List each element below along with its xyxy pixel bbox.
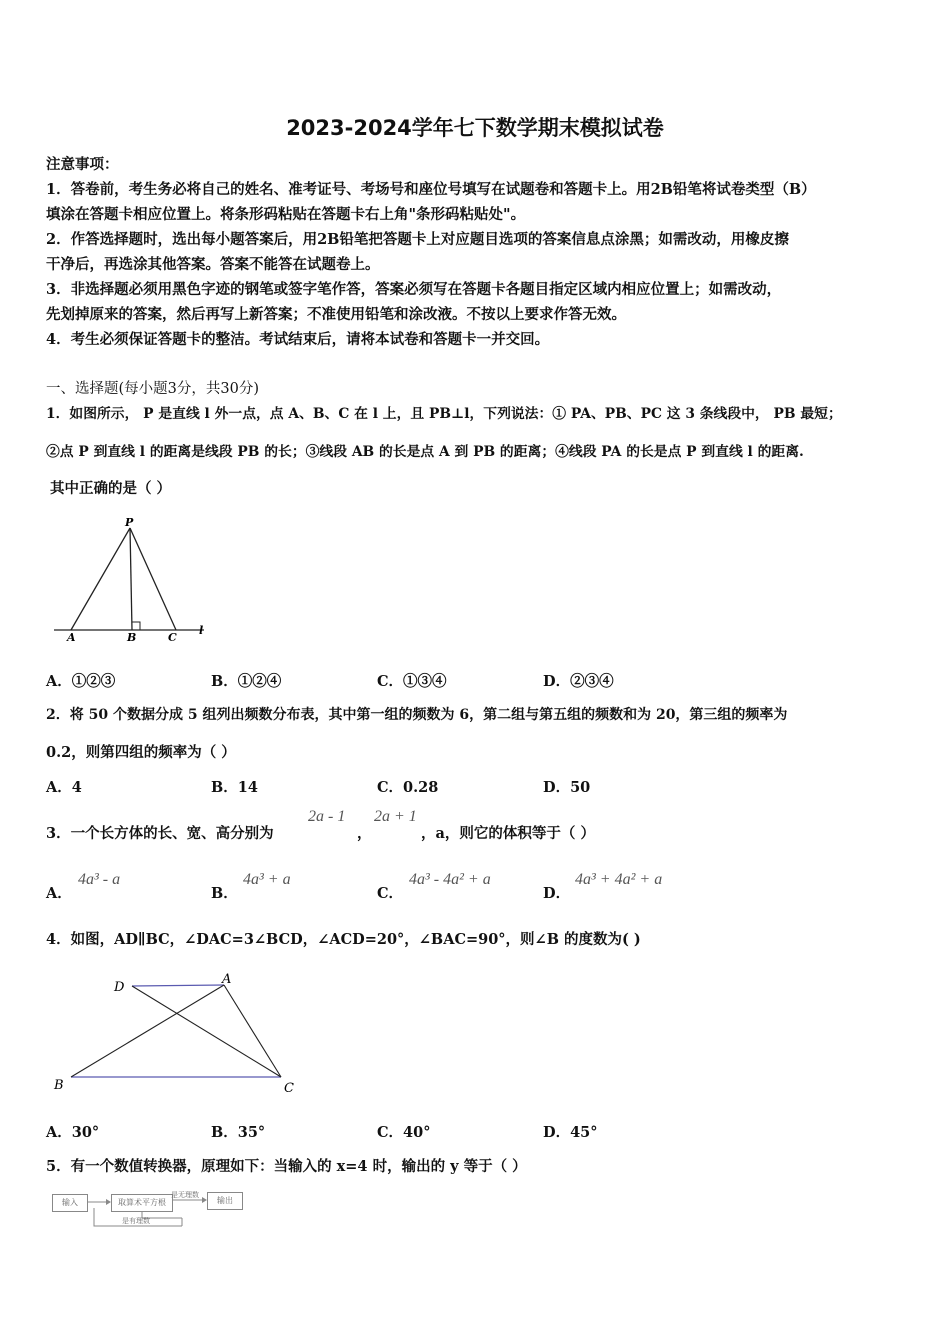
notice-heading: 注意事项： (46, 156, 119, 173)
q1-figure (44, 510, 224, 645)
notice-line: 先划掉原来的答案，然后再写上新答案；不准使用铅笔和涂改液。不按以上要求作答无效。 (46, 306, 626, 323)
notice-line: 干净后，再选涂其他答案。答案不能答在试题卷上。 (46, 256, 380, 273)
segment-pc (130, 528, 176, 630)
label-d: D (114, 980, 125, 995)
right-angle-mark (132, 622, 140, 630)
flow-process-box: 取算术平方根 (111, 1194, 173, 1212)
q3-expr-length: 2a - 1 (308, 808, 346, 825)
segment-dc (132, 986, 281, 1077)
q2-option-b[interactable]: B．14 (211, 779, 258, 796)
q3-option-a-label[interactable]: A． (46, 885, 72, 902)
section-heading: 一、选择题(每小题3分，共30分) (46, 381, 259, 397)
q3-option-c-math: 4a³ - 4a² + a (409, 871, 491, 888)
q2-line1: 2．将 50 个数据分成 5 组列出频数分布表，其中第一组的频数为 6，第二组与第五组的频数和为 20，第三组的频率为 (46, 707, 788, 723)
flow-irrational-label: 是无理数 (171, 1191, 199, 1199)
label-b: B (54, 1078, 64, 1093)
q1-option-b[interactable]: B．①②④ (211, 673, 282, 690)
label-c: C (168, 631, 177, 644)
q1-line3: 其中正确的是（ ） (50, 480, 172, 497)
q3-prefix: 3．一个长方体的长、宽、高分别为 (46, 825, 274, 842)
segment-ac (224, 985, 281, 1077)
label-l: l (199, 624, 204, 637)
q3-option-b-label[interactable]: B． (211, 885, 238, 902)
q2-option-d[interactable]: D．50 (543, 779, 591, 796)
label-a: A (222, 972, 232, 987)
label-p: P (125, 516, 134, 529)
notice-line: 填涂在答题卡相应位置上。将条形码粘贴在答题卡右上角"条形码粘贴处"。 (46, 206, 526, 223)
q1-line2: ②点 P 到直线 l 的距离是线段 PB 的长；③线段 AB 的长是点 A 到 PB 的距离；④线段 PA 的长是点 P 到直线 l 的距离. (46, 444, 804, 460)
q3-separator: ， (357, 825, 372, 842)
q1-option-a[interactable]: A．①②③ (46, 673, 116, 690)
flow-rational-label: 是有理数 (122, 1217, 150, 1225)
q2-line2: 0.2，则第四组的频率为（ ） (46, 744, 236, 761)
q3-option-d-label[interactable]: D． (543, 885, 571, 902)
q2-option-a[interactable]: A．4 (46, 779, 82, 796)
segment-ad (132, 985, 224, 986)
q4-figure (44, 965, 314, 1100)
q3-option-d-math: 4a³ + 4a² + a (575, 871, 663, 888)
q3-suffix: ，a，则它的体积等于（ ） (421, 825, 595, 842)
q4-option-c[interactable]: C．40° (377, 1124, 431, 1141)
notice-line: 2．作答选择题时，选出每小题答案后，用2B铅笔把答题卡上对应题目选项的答案信息点涂黑；如需改动，用橡皮擦 (46, 231, 789, 248)
notice-line: 3．非选择题必须用黑色字迹的钢笔或签字笔作答，答案必须写在答题卡各题目指定区域内相应位置上；如需改动， (46, 281, 782, 298)
segment-ab (71, 985, 224, 1077)
q5-flowchart (44, 1186, 254, 1236)
flow-output-box: 输出 (207, 1192, 243, 1210)
flow-input-box: 输入 (52, 1194, 88, 1212)
q4-text: 4．如图，AD∥BC，∠DAC=3∠BCD，∠ACD=20°，∠BAC=90°，则∠B 的度数为( ) (46, 931, 641, 948)
q3-expr-width: 2a + 1 (374, 808, 417, 825)
label-b: B (127, 631, 137, 644)
q3-option-b-math: 4a³ + a (243, 871, 291, 888)
notice-line: 4．考生必须保证答题卡的整洁。考试结束后，请将本试卷和答题卡一并交回。 (46, 331, 550, 348)
q2-option-c[interactable]: C．0.28 (377, 779, 439, 796)
q4-option-a[interactable]: A．30° (46, 1124, 100, 1141)
segment-pb (130, 528, 132, 630)
q3-option-c-label[interactable]: C． (377, 885, 404, 902)
q4-option-b[interactable]: B．35° (211, 1124, 266, 1141)
q1-option-c[interactable]: C．①③④ (377, 673, 447, 690)
segment-pa (71, 528, 130, 630)
q5-text: 5．有一个数值转换器，原理如下：当输入的 x=4 时，输出的 y 等于（ ） (46, 1158, 527, 1175)
q4-option-d[interactable]: D．45° (543, 1124, 598, 1141)
q1-line1: 1．如图所示， P 是直线 l 外一点，点 A、B、C 在 l 上，且 PB⊥l，下列说法：① PA、PB、PC 这 3 条线段中， PB 最短； (46, 406, 842, 422)
label-c: C (284, 1081, 294, 1096)
q1-option-d[interactable]: D．②③④ (543, 673, 614, 690)
label-a: A (67, 631, 76, 644)
q3-option-a-math: 4a³ - a (78, 871, 121, 888)
page-title: 2023-2024学年七下数学期末模拟试卷 (286, 116, 664, 140)
notice-line: 1．答卷前，考生务必将自己的姓名、准考证号、考场号和座位号填写在试题卷和答题卡上。用2B铅笔将试卷类型（B） (46, 181, 816, 198)
